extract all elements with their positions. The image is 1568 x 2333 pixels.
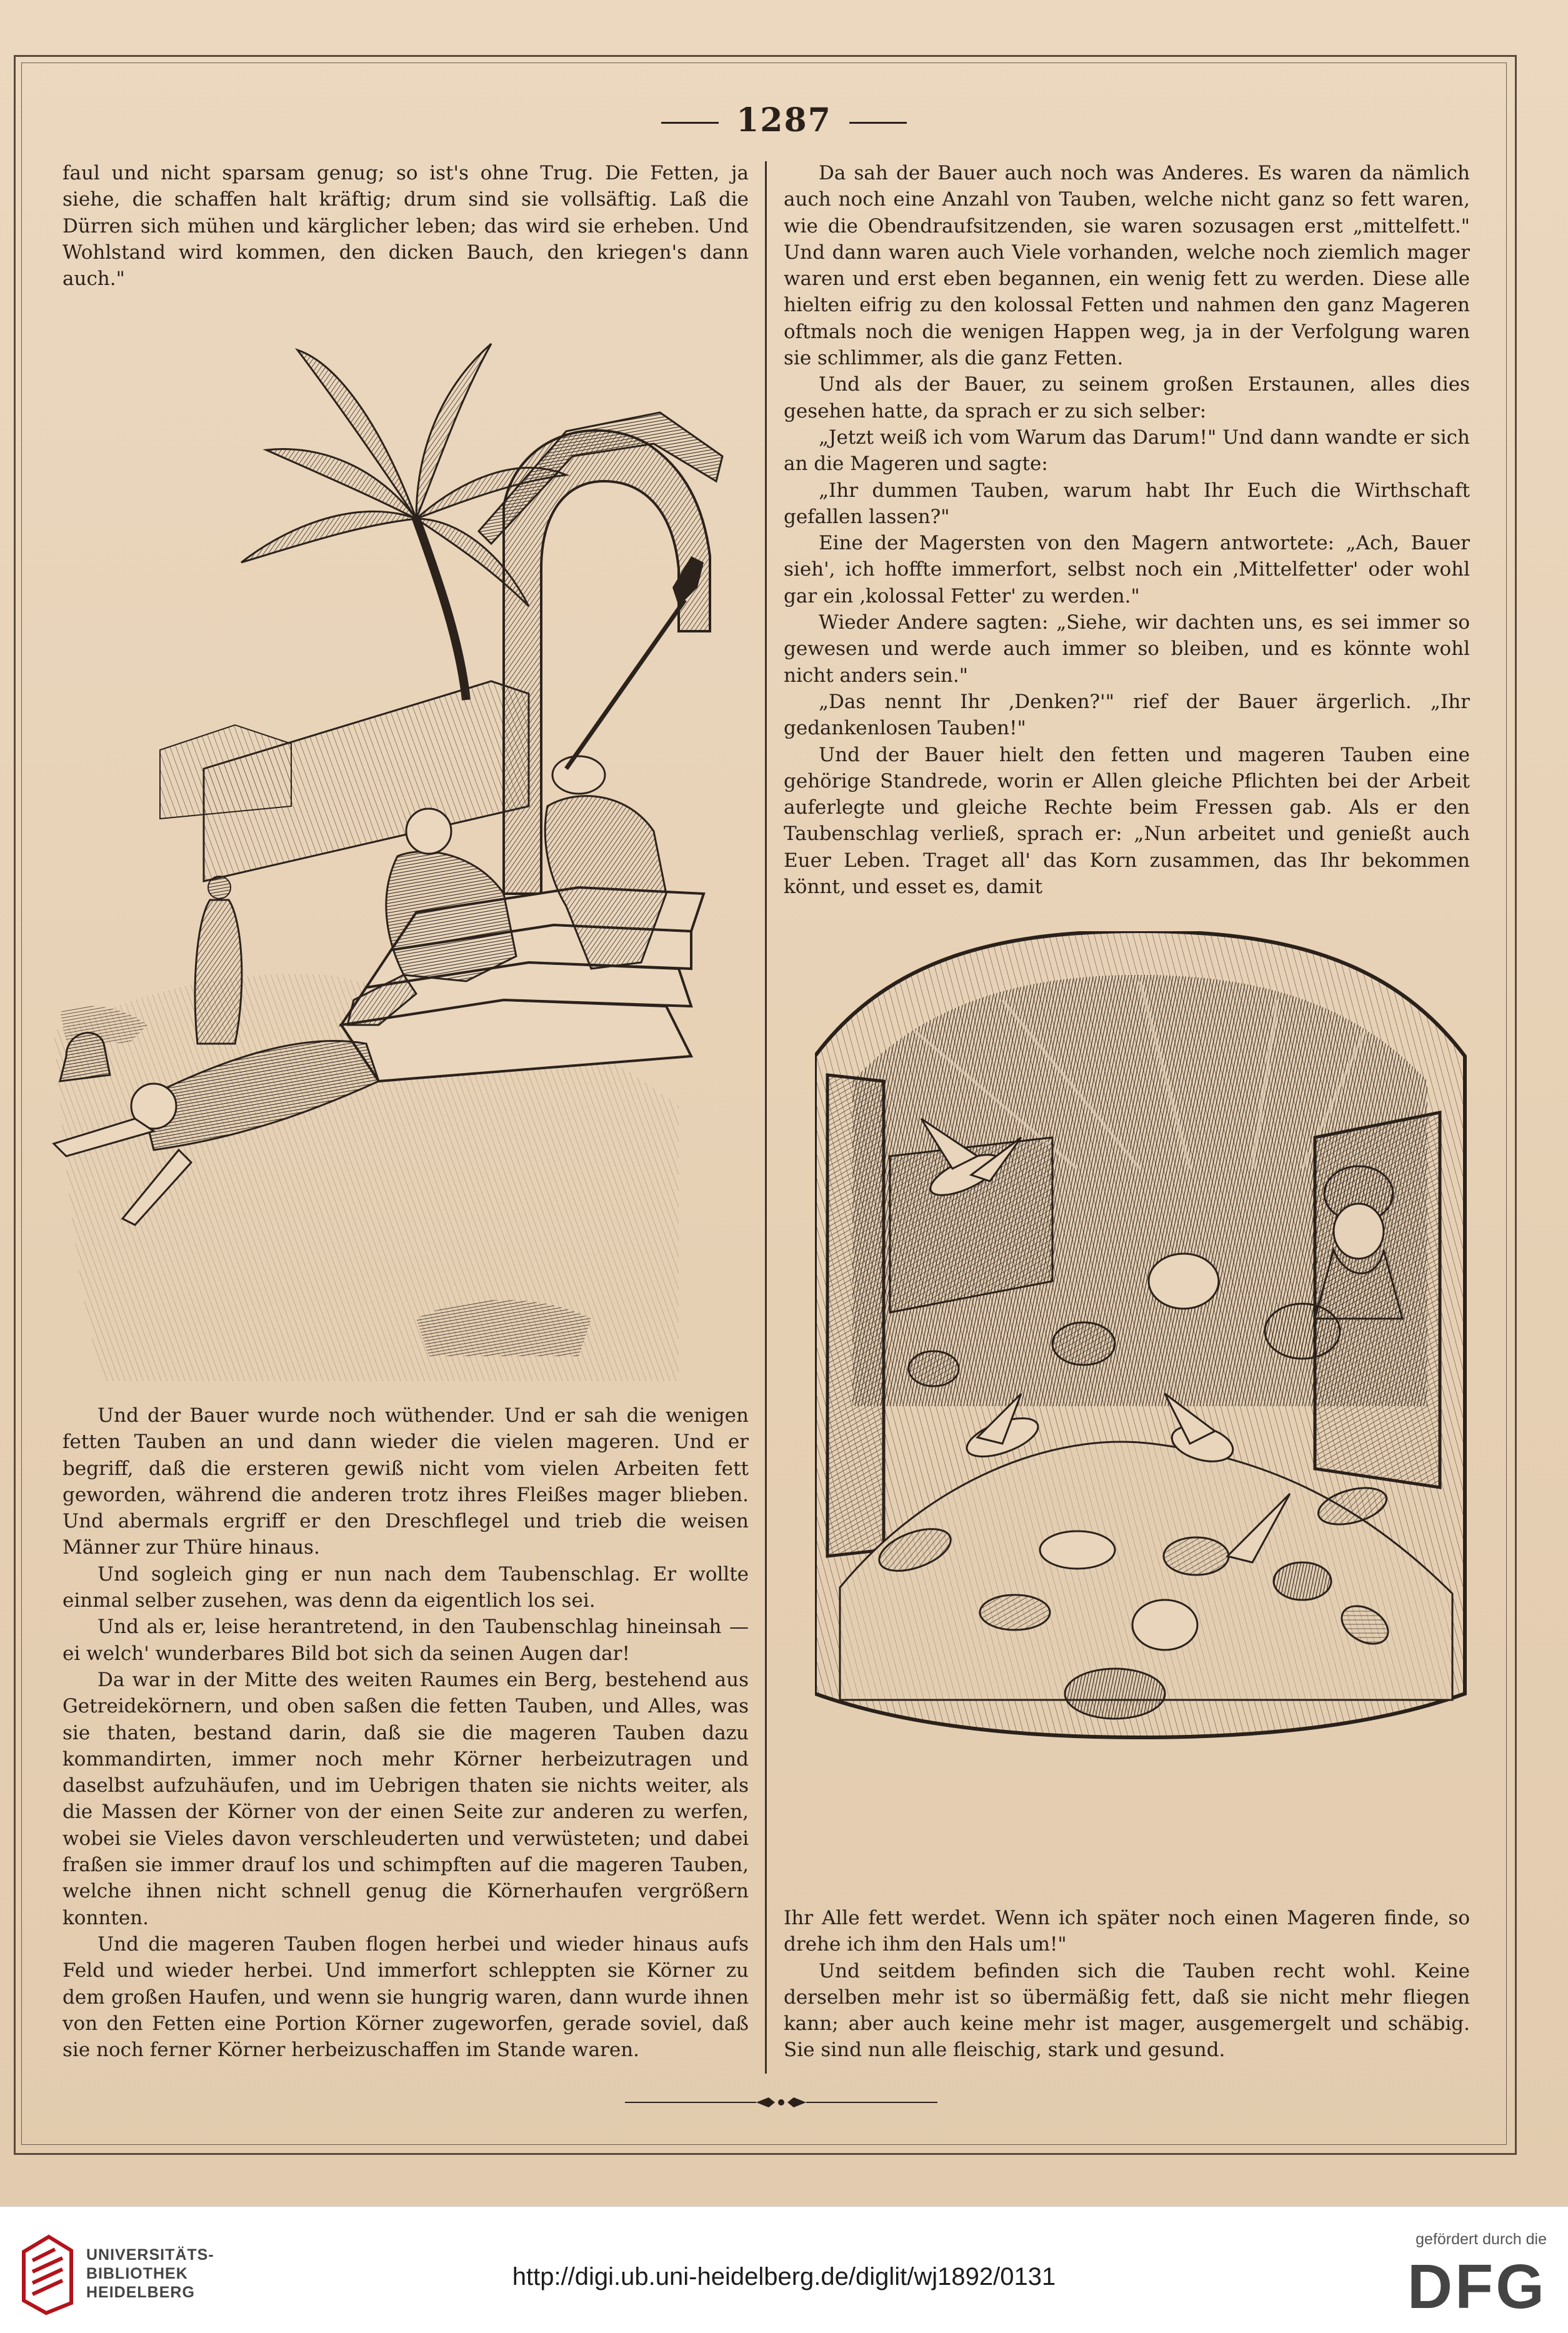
paragraph: Eine der Magersten von den Magern antwortete: „Ach, Bauer sieh', ich hoffte immerfort, selbst noch ein ‚Mittelfetter' oder wohl gar ein ‚kolossal Fetter' zu werden." [784,532,1470,607]
institution-line: HEIDELBERG [86,2284,195,2301]
institution-line: BIBLIOTHEK [86,2265,188,2282]
institution-line: UNIVERSITÄTS- [86,2246,214,2264]
right-column-top [784,160,1470,900]
header-rule-left [661,122,719,124]
footer-bar [0,2206,1568,2333]
paragraph: Ihr Alle fett werdet. Wenn ich später noch einen Mageren finde, so drehe ich ihm den Hals um!" [784,1907,1470,1956]
paragraph: Da war in der Mitte des weiten Raumes ein Berg, bestehend aus Getreidekörnern, und oben saßen die fetten Tauben, und Alles, was sie thaten, bestand darin, daß sie die mageren Tauben dazu kommandirten, immer noch mehr Körner herbeizutragen und daselbst aufzuhäufen, und im Uebrigen thaten sie nichts weiter, als die Massen der Körner von der einen Seite zur anderen zu werfen, wobei sie Vieles davon verschleuderten und verwüsteten; und dabei fraßen sie immer drauf los und schimpften auf die mageren Tauben, welche ihnen nicht schnell genug die Körnerhaufen vergrößern konnten. [62,1668,749,1929]
paragraph: Und sogleich ging er nun nach dem Taubenschlag. Er wollte einmal selber zusehen, was denn da eigentlich los sei. [62,1562,749,1612]
paragraph: Wieder Andere sagten: „Siehe, wir dachten uns, es sei immer so gewesen und werde auch immer so bleiben, und es könnte wohl nicht anders sein." [784,611,1470,687]
paragraph: Und die mageren Tauben flogen herbei und wieder hinaus aufs Feld und wieder herbei. Und immerfort schleppten sie Körner zu dem großen Haufen, und wenn sie hungrig waren, dann wurde ihnen von den Fetten eine Portion Körner zugeworfen, gerade soviel, daß sie noch ferner Körner herbeizuschaffen im Stande waren. [62,1932,749,2062]
header-rule-right [849,122,907,124]
paragraph: Und als er, leise herantretend, in den Taubenschlag hineinsah — ei welch' wunderbares Bild bot sich da seinen Augen dar! [62,1616,749,1665]
right-column-bottom [784,1905,1470,2064]
paragraph: „Das nennt Ihr ‚Denken?'" rief der Bauer ärgerlich. „Ihr gedankenlosen Tauben!" [784,690,1470,740]
end-ornament [625,2095,937,2110]
paragraph: „Jetzt weiß ich vom Warum das Darum!" Und dann wandte er sich an die Mageren und sagte: [784,426,1470,476]
source-url-link[interactable]: http://digi.ub.uni-heidelberg.de/diglit/wj1892/0131 [512,2263,1056,2291]
column-divider [765,161,767,2074]
illustration-dovecote [815,931,1471,1744]
page-number: 1287 [736,101,832,139]
dfg-logo: DFG [1407,2252,1547,2322]
left-column-bottom [62,1402,749,2063]
paragraph: Da sah der Bauer auch noch was Anderes. Es waren da nämlich auch noch eine Anzahl von Tauben, welche nicht ganz so fett waren, wie die Obendraufsitzenden, sie waren sozusagen erst „mittelfett." Und dann waren auch Viele vorhanden, welche noch ziemlich mager waren und erst eben begannen, ein wenig fett zu werden. Diese alle hielten eifrig zu den kolossal Fetten und nahmen den ganz Mageren oftmals noch die wenigen Happen weg, ja in der Verfolgung waren sie schlimmer, als die ganz Fetten. [784,162,1470,370]
paragraph: Und der Bauer wurde noch wüthender. Und er sah die wenigen fetten Tauben an und dann wieder die vielen mageren. Und er begriff, daß die ersteren gewiß nicht vom vielen Arbeiten fett geworden, während die anderen trotz ihres Fleißes mager blieben. Und abermals ergriff er den Dreschflegel und trieb die weisen Männer zur Thüre hinaus. [62,1404,749,1559]
paragraph: „Ihr dummen Tauben, warum habt Ihr Euch die Wirthschaft gefallen lassen?" [784,479,1470,528]
paragraph: Und als der Bauer, zu seinem großen Erstaunen, alles dies gesehen hatte, da sprach er zu sich selber: [784,373,1470,422]
paragraph: faul und nicht sparsam genug; so ist's ohne Trug. Die Fetten, ja siehe, die schaffen halt kräftig; drum sind sie vollsäftig. Laß die Dürren sich mühen und kärglicher leben; das wird sie erheben. Und Wohlstand wird kommen, den dicken Bauch, den kriegen's dann auch." [62,162,749,291]
paragraph: Und seitdem befinden sich die Tauben recht wohl. Keine derselben mehr ist so übermäßig fett, daß sie nicht mehr fliegen kann; aber auch keine mehr ist mager, ausgemergelt und schäbig. Sie sind nun alle fleischig, stark und gesund. [784,1959,1470,2062]
paragraph: Und der Bauer hielt den fetten und mageren Tauben eine gehörige Standrede, worin er Allen gleiche Pflichten bei der Arbeit auferlegte und gleiche Rechte beim Fressen gab. Als er den Taubenschlag verließ, sprach er: „Nun arbeitet und genießt auch Euer Leben. Traget all' das Korn zusammen, das Ihr bekommen könnt, und esset es, damit [784,743,1470,899]
page-number-header [0,101,1568,139]
funding-label: gefördert durch die [1416,2231,1547,2248]
illustration-farmer-chasing-men [29,294,747,1394]
left-column-top [62,160,749,292]
